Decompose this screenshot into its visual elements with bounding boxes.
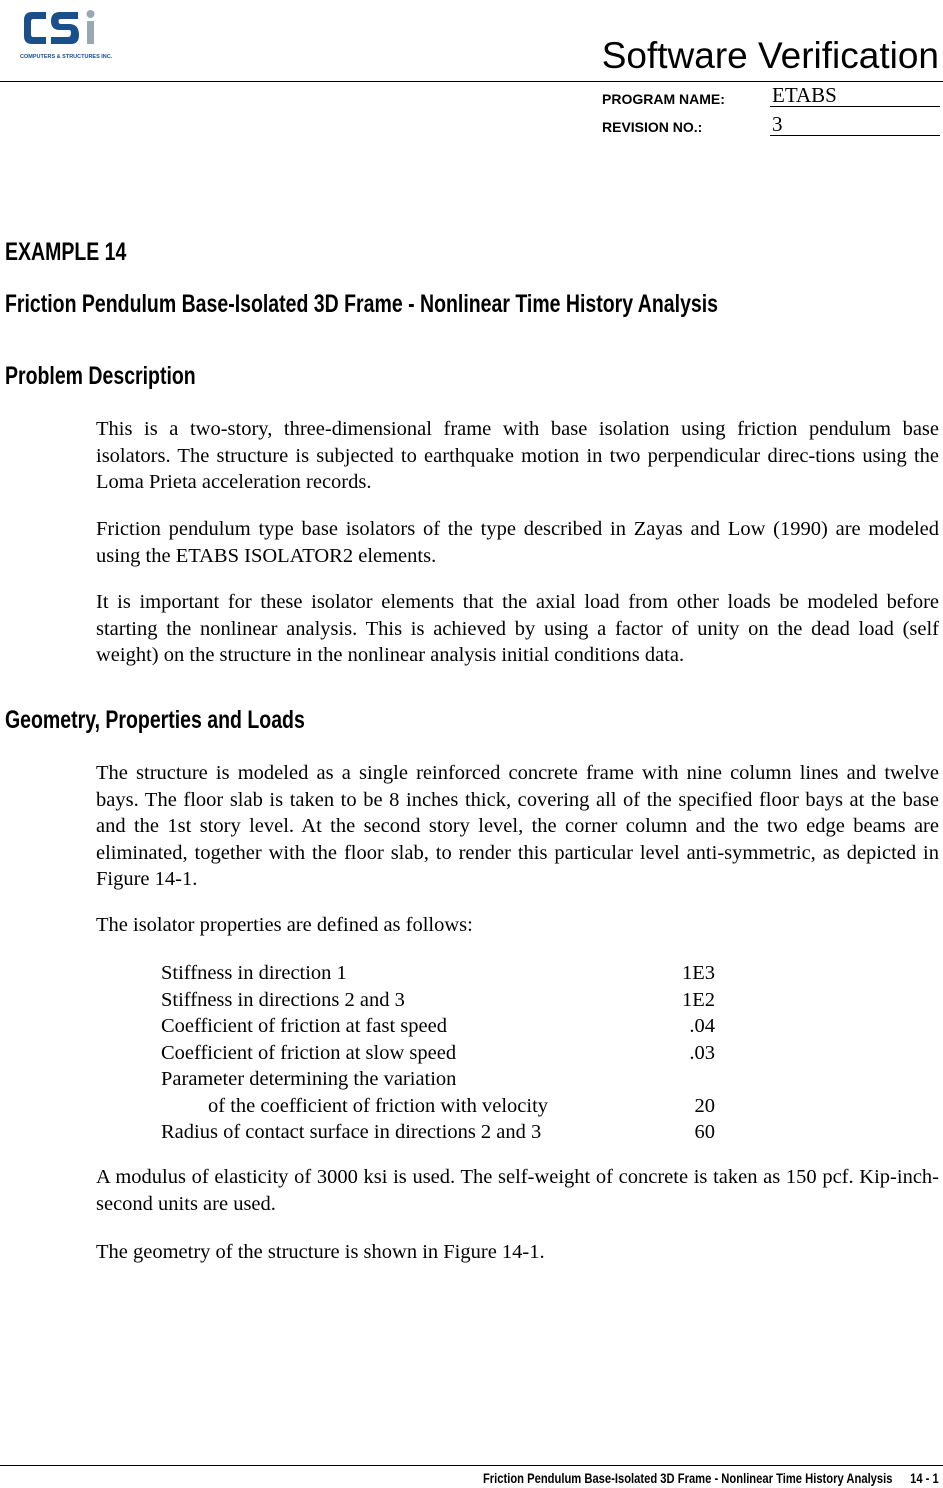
footer-divider [0,1465,943,1466]
property-name: Parameter determining the variation [161,1068,457,1090]
geometry-reference-paragraph: The geometry of the structure is shown in Figure 14-1. [96,1241,545,1263]
property-row [161,1013,721,1040]
property-value: .04 [689,1015,715,1037]
property-value: 20 [694,1094,715,1117]
property-value: 60 [694,1121,715,1143]
property-row [161,960,721,987]
example-title: Friction Pendulum Base-Isolated 3D Frame - Nonlinear Time History Analysis [5,290,719,318]
footer [483,1470,939,1486]
revision-label: REVISION NO.: [602,119,703,135]
property-row [161,1066,721,1093]
property-name: Radius of contact surface in directions 2 and 3 [161,1121,542,1143]
example-heading: EXAMPLE 14 [5,238,127,266]
problem-paragraph-2: Friction pendulum type base isolators of the type described in Zayas and Low (1990) are modeled using the ETABS ISOLATOR2 elements. [96,518,939,567]
footer-title: Friction Pendulum Base-Isolated 3D Frame - Nonlinear Time History Analysis [483,1470,893,1486]
isolator-properties-list [161,960,721,1146]
program-name-label: PROGRAM NAME: [602,91,725,107]
property-value: 1E3 [681,962,715,984]
problem-description-heading: Problem Description [5,362,196,390]
property-name: Coefficient of friction at slow speed [161,1041,457,1064]
program-name-value: ETABS [770,84,940,107]
geometry-heading: Geometry, Properties and Loads [5,706,305,734]
property-row [161,987,721,1014]
property-row [161,1093,721,1120]
geometry-paragraph-1: The structure is modeled as a single reinforced concrete frame with nine column lines and twelve bays. The floor slab is taken to be 8 inches thick, covering all of the specified floor bays at the base and the 1st story level. At the second story level, the corner column and the two edge beams are eliminated, together with the floor slab, to render this particular level anti-symmetric, as depicted in Figure 14-1. [96,762,939,890]
property-row [161,1040,721,1067]
logo-tagline: COMPUTERS & STRUCTURES INC. [20,54,112,60]
page-number: 14 - 1 [910,1470,939,1486]
isolator-intro: The isolator properties are defined as follows: [96,914,473,936]
revision-value: 3 [770,113,940,136]
header-divider [0,81,943,82]
property-name: Stiffness in directions 2 and 3 [161,988,405,1011]
property-name: Coefficient of friction at fast speed [161,1015,447,1037]
material-paragraph: A modulus of elasticity of 3000 ksi is used. The self-weight of concrete is taken as 150 pcf. Kip-inch-second units are used. [96,1166,939,1215]
property-row [161,1119,721,1146]
property-value: 1E2 [681,988,715,1011]
problem-paragraph-3: It is important for these isolator elements that the axial load from other loads be modeled before starting the nonlinear analysis. This is achieved by using a factor of unity on the dead load (self weight) on the structure in the nonlinear analysis initial conditions data. [96,591,939,666]
problem-paragraph-1: This is a two-story, three-dimensional frame with base isolation using friction pendulum base isolators. The structure is subjected to earthquake motion in two perpendicular direc-tions using the Loma Prieta acceleration records. [96,418,939,493]
csi-logo [20,4,112,64]
property-value: .03 [689,1041,715,1064]
property-name: Stiffness in direction 1 [161,962,347,984]
document-title: Software Verification [601,35,939,76]
property-name: of the coefficient of friction with velocity [208,1094,549,1117]
